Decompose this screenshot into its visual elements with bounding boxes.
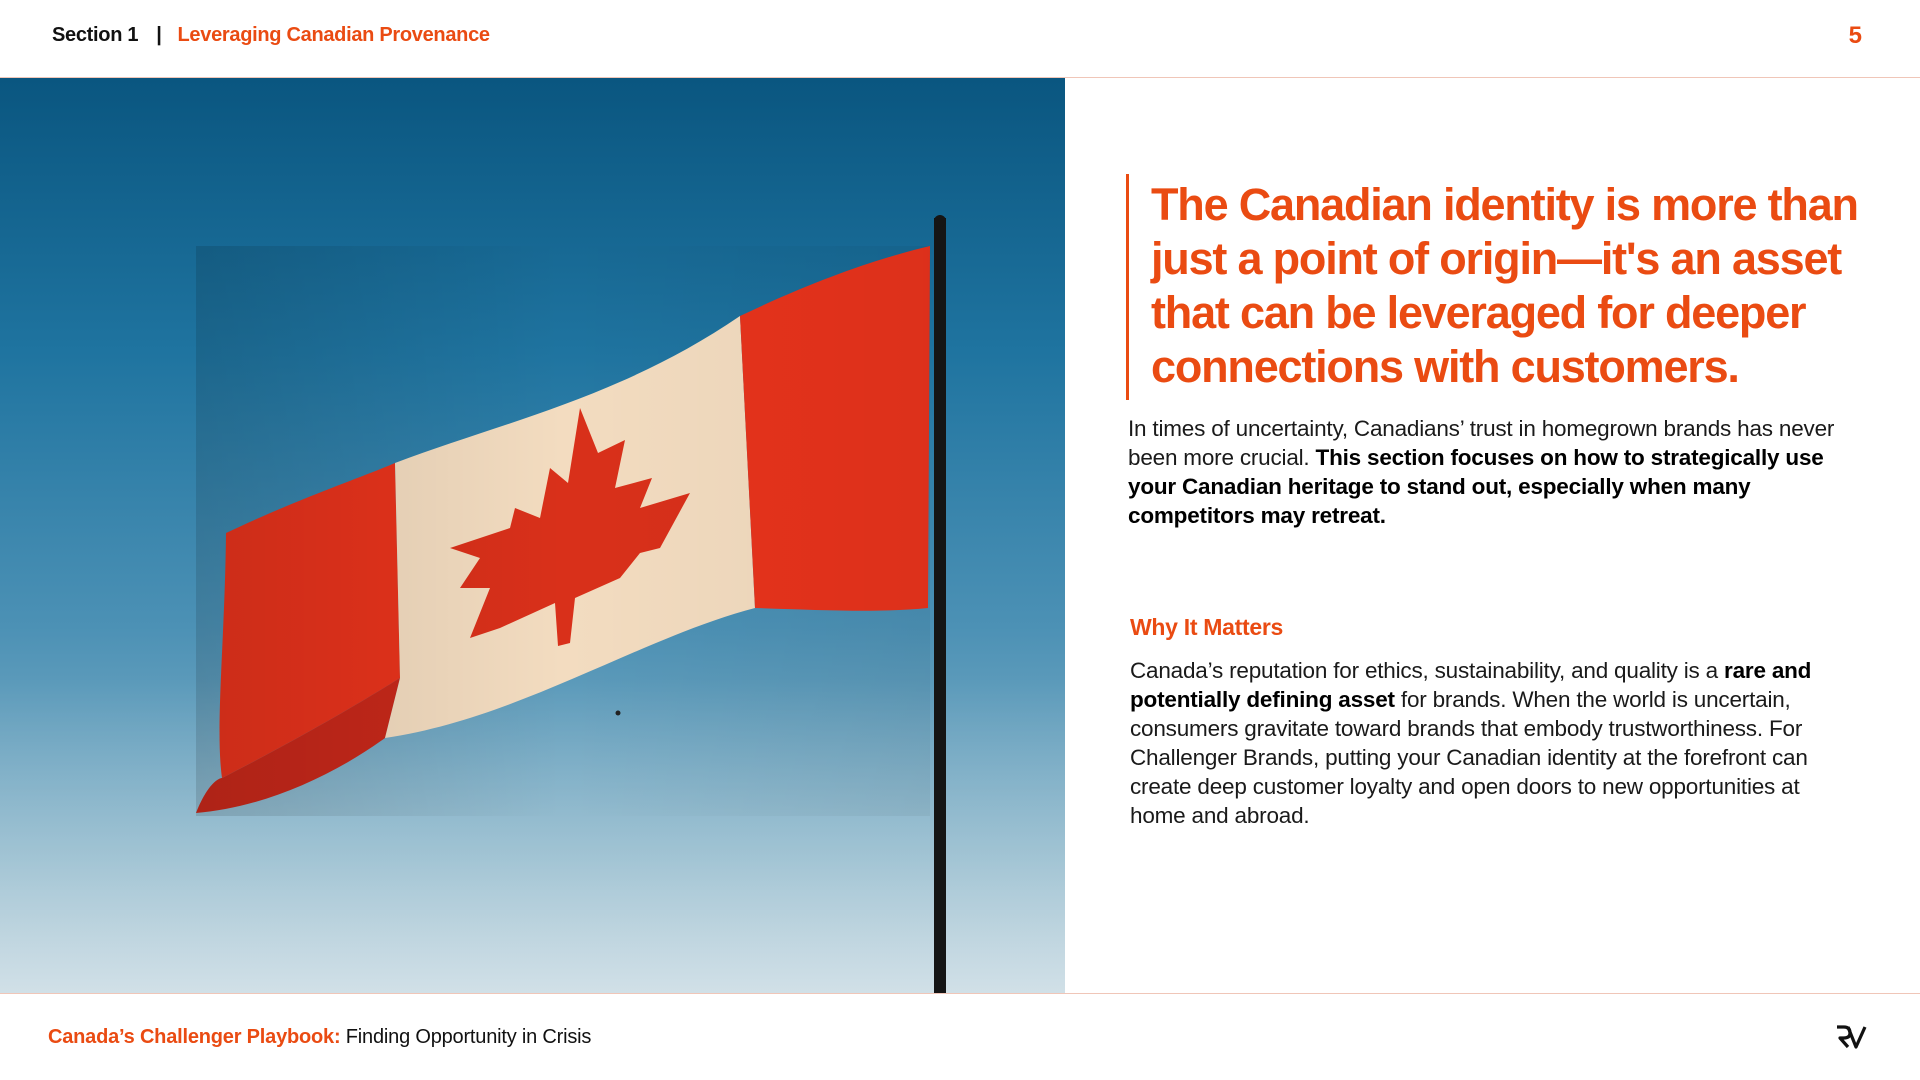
section-title: Leveraging Canadian Provenance: [177, 24, 490, 46]
footer-brand: Canada’s Challenger Playbook:: [48, 1026, 341, 1048]
intro-text: In times of uncertainty, Canadians’ trust in homegrown brands has never been more crucial.: [1128, 416, 1835, 470]
intro-paragraph: [1128, 414, 1868, 530]
pull-quote: [1126, 174, 1886, 400]
canadian-flag-photo: [0, 78, 1065, 993]
pull-quote-text: The Canadian identity is more than just a point of origin—it's an asset that can be leveraged for deeper connections with customers.: [1151, 179, 1858, 392]
footer-title: [48, 1026, 591, 1049]
page-header: [0, 0, 1920, 78]
breadcrumb-separator: |: [156, 24, 162, 46]
footer-subtitle: Finding Opportunity in Crisis: [340, 1026, 592, 1048]
why-text-2: for brands. When the world is uncertain, consumers gravitate toward brands that embody trustworthiness. For Challenger Brands, putting your Canadian identity at the forefront can create deep customer loyalty and open doors to new opportunities at home and abroad.: [1130, 687, 1808, 828]
brand-logo-icon: [1834, 1024, 1868, 1050]
intro-emphasis: This section focuses on how to strategically use your Canadian heritage to stand out, especially when many competitors may retreat.: [1128, 445, 1824, 528]
page-number: 5: [1848, 22, 1862, 49]
why-it-matters-paragraph: [1130, 656, 1860, 830]
flag-illustration: [0, 78, 1065, 993]
flagpole: [934, 218, 946, 993]
why-it-matters-heading: Why It Matters: [1130, 614, 1283, 640]
flagpole-finial: [934, 215, 946, 227]
breadcrumb: [52, 24, 490, 47]
page-footer: [0, 993, 1920, 1080]
flag-shading: [196, 246, 930, 816]
bird-speck: [616, 711, 621, 716]
why-text-1: Canada’s reputation for ethics, sustainability, and quality is a: [1130, 658, 1725, 683]
section-label: Section 1: [52, 24, 139, 46]
why-emphasis: rare and potentially defining asset: [1130, 658, 1812, 712]
